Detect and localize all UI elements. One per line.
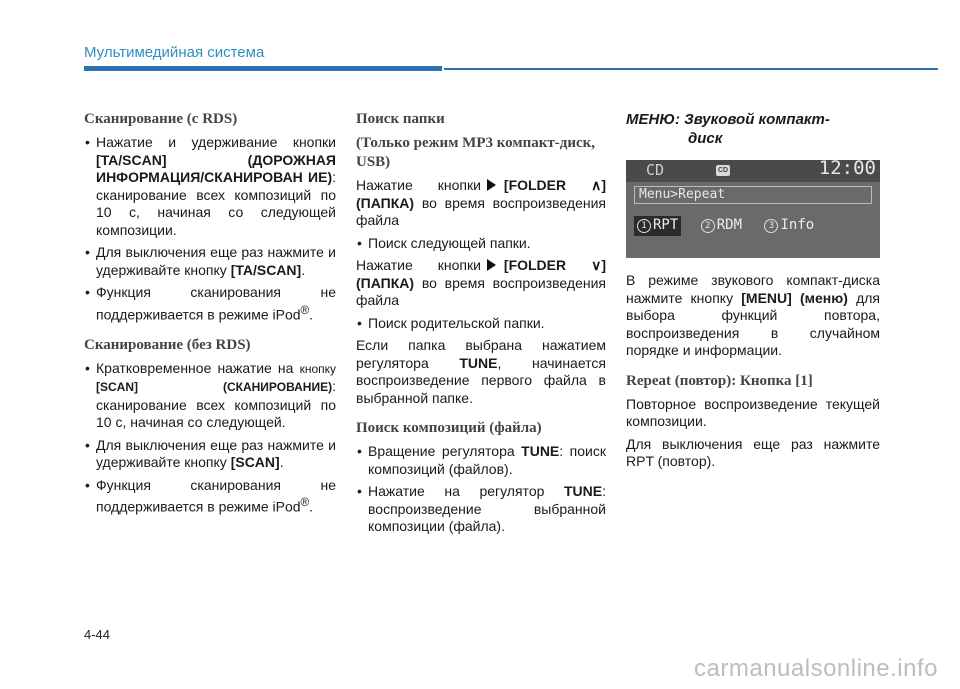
button-label: [SCAN] [230, 454, 280, 471]
paragraph [626, 272, 880, 360]
play-arrow-icon [487, 179, 496, 191]
option-rpt[interactable] [634, 216, 681, 236]
list-item [84, 437, 336, 472]
text: , начинается воспроизведение первого файла в выбранной папке. [356, 354, 606, 406]
text: . [309, 498, 314, 515]
paragraph [356, 177, 606, 230]
watermark: carmanualsonline.info [694, 655, 938, 682]
list-item [84, 477, 336, 517]
paragraph: Повторное воспроизведение текущей композиции. [626, 395, 880, 429]
text: Нажатие и удерживание кнопки [96, 134, 336, 150]
text: для выбора функций повтора, воспроизведения в случайном порядке и информации. [626, 289, 880, 358]
play-arrow-icon [487, 259, 496, 271]
list-item: • Поиск родительской папки. [356, 315, 606, 333]
heading-scan-rds: Сканирование (с RDS) [84, 111, 238, 127]
text: Нажатие на регулятор [368, 483, 564, 499]
text: Если папка выбрана нажатием регулятора [356, 337, 606, 371]
option-label: Info [780, 217, 815, 233]
section-title: Мультимедийная система [84, 44, 265, 61]
number-badge: 2 [701, 219, 715, 233]
column-1 [84, 110, 336, 521]
text: во время воспроизведения файла [356, 194, 606, 228]
button-label: [FOLDER ∨] (ПАПКА) [356, 257, 606, 291]
text: во время воспроизведения файла [356, 274, 606, 308]
text: Функция сканирования не поддерживается в режиме iPod [96, 476, 336, 515]
menu-path: Menu>Repeat [634, 186, 872, 204]
list-item [356, 483, 606, 536]
display-screen [626, 157, 880, 258]
list-item: • Поиск следующей папки. [356, 235, 606, 253]
option-label: RDM [716, 217, 743, 233]
menu-heading [626, 110, 880, 148]
text: . [309, 306, 314, 323]
menu-options [634, 216, 825, 236]
text: Функция сканирования не поддерживается в режиме iPod [96, 284, 336, 323]
paragraph: Для выключения еще раз нажмите RPT (повтор). [626, 435, 880, 469]
button-label: [TA/SCAN] [230, 261, 302, 278]
heading-track-search: Поиск композиций (файла) [356, 420, 542, 436]
knob-label: TUNE [563, 483, 603, 499]
number-badge: 1 [637, 219, 651, 233]
folder-next-list [356, 235, 606, 253]
text: Нажатие кнопки [356, 177, 481, 193]
list-item [84, 134, 336, 239]
page-number: 4-44 [84, 627, 111, 642]
header-rule-thick [84, 66, 442, 71]
paragraph [356, 337, 606, 407]
text: МЕНЮ: Звуковой компакт- [626, 111, 830, 128]
heading-folder-search: Поиск папки [356, 111, 445, 127]
list-item [84, 360, 336, 432]
number-badge: 3 [764, 219, 778, 233]
text: Для выключения еще раз нажмите и удерживайте кнопку [96, 436, 336, 471]
column-2 [356, 110, 606, 541]
text: Нажатие кнопки [356, 257, 481, 273]
heading-repeat: Repeat (повтор): Кнопка [1] [626, 372, 813, 389]
text: диск [688, 130, 723, 147]
scan-no-rds-list [84, 360, 336, 517]
button-label: [SCAN] (СКАНИРОВАНИЕ) [96, 380, 333, 395]
button-label: [MENU] (меню) [741, 289, 848, 306]
text: Для выключения еще раз нажмите и удерживайте кнопку [96, 244, 336, 278]
text: : воспроизведение выбранной композиции (файла). [368, 483, 606, 534]
folder-parent-list [356, 315, 606, 333]
option-rdm[interactable] [698, 216, 745, 236]
button-label: [TA/SCAN] (ДОРОЖНАЯ ИНФОРМАЦИЯ/СКАНИРОВАН ИЕ) [96, 151, 336, 185]
heading-scan-no-rds: Сканирование (без RDS) [84, 336, 251, 353]
list-item [84, 284, 336, 324]
track-search-list [356, 443, 606, 536]
option-info[interactable] [761, 216, 817, 236]
list-item [84, 244, 336, 279]
knob-label: TUNE [521, 443, 560, 459]
source-label: CD [646, 161, 665, 179]
text: Кратковременное нажатие на [96, 359, 300, 376]
paragraph [356, 257, 606, 310]
text: : сканирование всех композиций по 10 с, начиная со следующей. [96, 378, 336, 431]
registered-mark: ® [300, 496, 310, 510]
text: Вращение регулятора [368, 443, 522, 459]
list-item [356, 443, 606, 478]
header-rule-thin [444, 68, 938, 70]
registered-mark: ® [300, 303, 310, 317]
knob-label: TUNE [459, 354, 498, 371]
text: кнопку [299, 361, 336, 376]
text: : сканирование всех композиций по 10 с, начиная со следующей композиции. [96, 169, 336, 238]
text: . [279, 454, 284, 471]
cd-icon: CD [717, 167, 729, 174]
column-3 [626, 110, 880, 476]
text: : поиск композиций (файлов). [368, 443, 606, 477]
text: . [301, 261, 306, 278]
button-label: [FOLDER ∧] (ПАПКА) [356, 177, 606, 211]
heading-folder-mode: (Только режим MP3 компакт-диск, USB) [356, 135, 596, 170]
option-label: RPT [653, 217, 679, 233]
clock: 12:00 [818, 157, 876, 179]
text: В режиме звукового компакт-диска нажмите кнопку [626, 272, 880, 306]
scan-rds-list [84, 134, 336, 324]
